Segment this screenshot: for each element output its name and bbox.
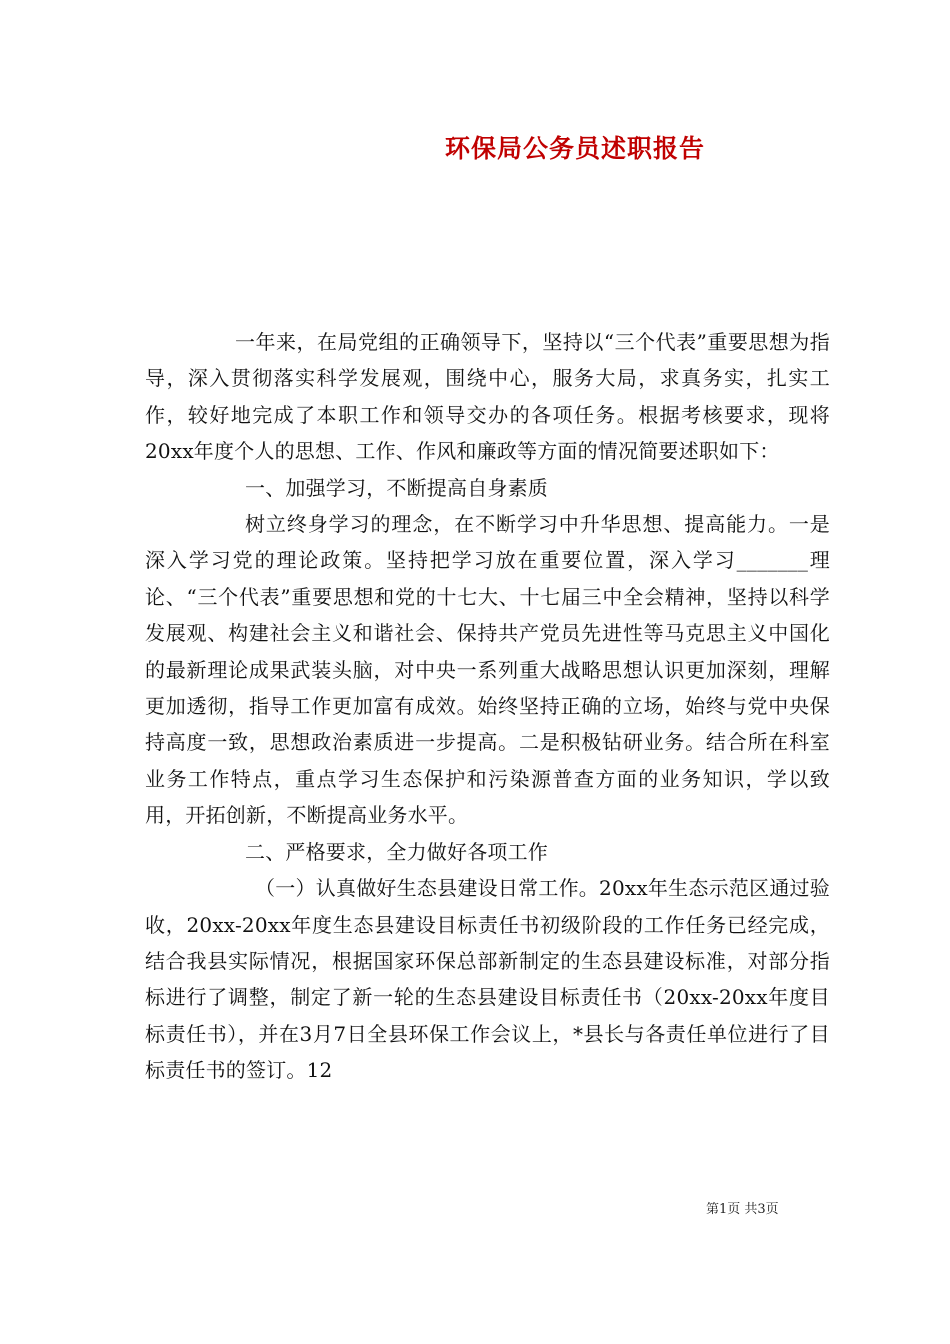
section-heading-2: 二、严格要求，全力做好各项工作 [245,839,548,864]
section-2-paragraph: （一）认真做好生态县建设日常工作。20xx年生态示范区通过验收，20xx-20xx年度生态县建设目标责任书初级阶段的工作任务已经完成，结合我县实际情况，根据国家环保总部新制定的生态县建设标准，对部分指标进行了调整，制定了新一轮的生态县建设目标责任书（20xx-20xx年度目标责任书），并在3月7日全县环保工作会议上，*县长与各责任单位进行了目标责任书的签订。12 [145,876,830,1083]
page-number-footer: 第1页 共3页 [706,1202,779,1217]
section-1-paragraph: 树立终身学习的理念，在不断学习中升华思想、提高能力。一是深入学习党的理论政策。坚持把学习放在重要位置，深入学习_______理论、“三个代表”重要思想和党的十七大、十七届三中全会精神，坚持以科学发展观、构建社会主义和谐社会、保持共产党员先进性等马克思主义中国化的最新理论成果武装头脑，对中央一系列重大战略思想认识更加深刻，理解更加透彻，指导工作更加富有成效。始终坚持正确的立场，始终与党中央保持高度一致，思想政治素质进一步提高。二是积极钻研业务。结合所在科室业务工作特点，重点学习生态保护和污染源普查方面的业务知识，学以致用，开拓创新，不断提高业务水平。 [145,512,830,828]
section-heading-1: 一、加强学习，不断提高自身素质 [245,475,548,500]
intro-paragraph: 一年来，在局党组的正确领导下，坚持以“三个代表”重要思想为指导，深入贯彻落实科学发展观，围绕中心，服务大局，求真务实，扎实工作，较好地完成了本职工作和领导交办的各项任务。根据考核要求，现将20xx年度个人的思想、工作、作风和廉政等方面的情况简要述职如下： [145,330,830,464]
document-title: 环保局公务员述职报告 [444,134,705,163]
document-body [145,324,830,1089]
